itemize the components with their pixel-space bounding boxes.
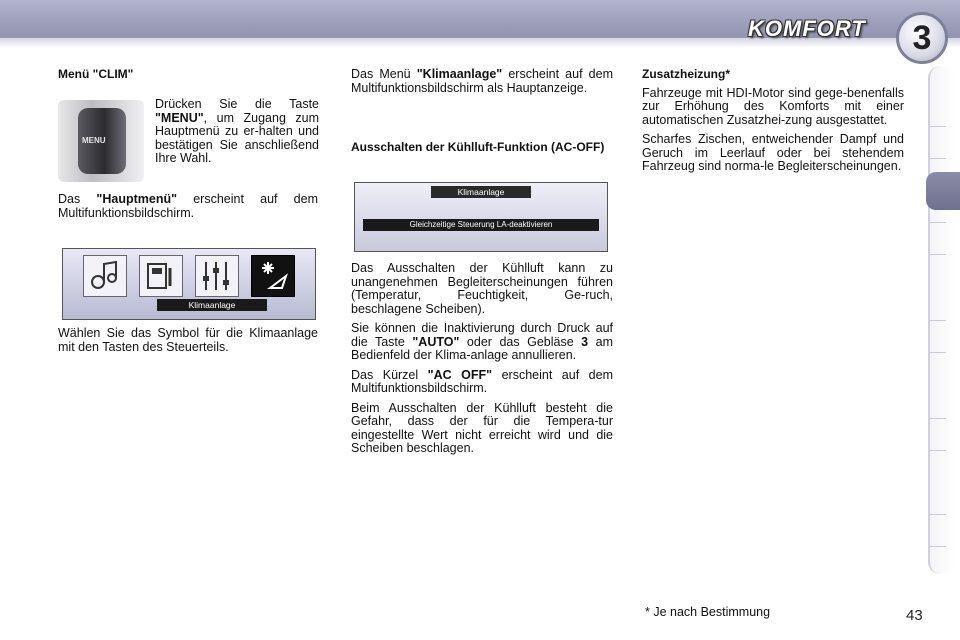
rail-divider	[930, 450, 946, 451]
settings-sliders-icon	[195, 255, 239, 297]
screen-label-klimaanlage: Klimaanlage	[157, 299, 267, 311]
column-left	[58, 68, 318, 88]
select-symbol-text	[58, 327, 318, 360]
rail-divider	[930, 254, 946, 255]
text: Sie können die Inaktivierung durch Druck auf die Taste	[351, 321, 613, 349]
rail-divider	[930, 418, 946, 419]
column-right	[642, 68, 904, 180]
menu-instruction	[155, 98, 319, 172]
text-bold: 3	[581, 334, 589, 349]
ac-off-heading-block	[351, 141, 613, 161]
climate-menu-screen	[354, 182, 608, 252]
text-bold: "MENU"	[155, 110, 204, 125]
text: , um Zugang zum Hauptmenü zu er-halten und bestätigen Sie anschließend Ihre Wahl.	[155, 110, 319, 165]
text: Das Menü	[351, 67, 417, 81]
hauptmenu-note	[58, 193, 318, 226]
rail-divider	[930, 514, 946, 515]
text: Wählen Sie das Symbol für die Klimaanlage mit den Tasten des Steuerteils.	[58, 326, 318, 354]
section-heading-ac-off: Ausschalten der Kühlluft-Funktion (AC-OFF)	[351, 140, 605, 154]
chapter-title: KOMFORT	[748, 16, 866, 41]
rail-divider	[930, 158, 946, 159]
ac-off-text	[351, 262, 613, 462]
footnote: * Je nach Bestimmung	[645, 605, 771, 619]
rail-divider	[930, 352, 946, 353]
menu-button-label: MENU	[82, 136, 106, 145]
text: Fahrzeuge mit HDI-Motor sind gege-benenfalls zur Erhöhung des Komforts mit einer automatischen Zusatzhei-zung ausgestattet.	[642, 85, 904, 127]
climate-icon	[251, 255, 295, 297]
text: erscheint auf dem Multifunktionsbildschirm.	[351, 367, 613, 395]
text: Das	[58, 192, 97, 206]
text: erscheint auf dem Multifunktionsbildschirm als Hauptanzeige.	[351, 67, 613, 95]
section-heading-clim: Menü "CLIM"	[58, 67, 134, 81]
text: Scharfes Zischen, entweichender Dampf und Geruch im Leerlauf oder bei stehendem Fahrzeug sind norma-le Begleiterscheinungen.	[642, 132, 904, 173]
section-heading-zusatzheizung: Zusatzheizung*	[642, 67, 731, 81]
column-middle	[351, 68, 613, 101]
text: Das Kürzel	[351, 367, 428, 382]
text-bold: "Klimaanlage"	[416, 67, 503, 81]
text-bold: "Hauptmenü"	[96, 192, 178, 206]
rail-divider	[930, 546, 946, 547]
chapter-tab-active[interactable]	[926, 172, 960, 210]
rail-divider	[930, 126, 946, 127]
text: Beim Ausschalten der Kühlluft besteht die Gefahr, dass der für die Tempera-tur eingestellte Wert nicht erreicht wird und die Scheiben beschlagen.	[351, 400, 613, 455]
text-bold: "AUTO"	[412, 334, 460, 349]
vehicle-config-icon	[139, 255, 183, 297]
rail-divider	[930, 320, 946, 321]
text-bold: "AC OFF"	[427, 367, 493, 382]
chapter-number-badge: 3	[896, 12, 948, 64]
main-menu-screen	[62, 248, 316, 320]
text: Drücken Sie die Taste	[155, 97, 319, 111]
page-number: 43	[906, 607, 923, 624]
screen-item-deactivate: Gleichzeitige Steuerung LA-deaktivieren	[363, 219, 599, 231]
rail-divider	[930, 222, 946, 223]
text: erscheint auf dem Multifunktionsbildschirm.	[58, 192, 318, 220]
text: am Bedienfeld der Klima-anlage annullieren.	[351, 334, 613, 362]
menu-button-photo	[58, 100, 144, 182]
screen-title-klimaanlage: Klimaanlage	[431, 186, 531, 198]
text: Das Ausschalten der Kühlluft kann zu unangenehmen Begleiterscheinungen führen (Temperatur, Feuchtigkeit, Ge-ruch, beschlagene Scheiben).	[351, 261, 613, 316]
text: oder das Gebläse	[459, 334, 582, 349]
audio-icon	[83, 255, 127, 297]
